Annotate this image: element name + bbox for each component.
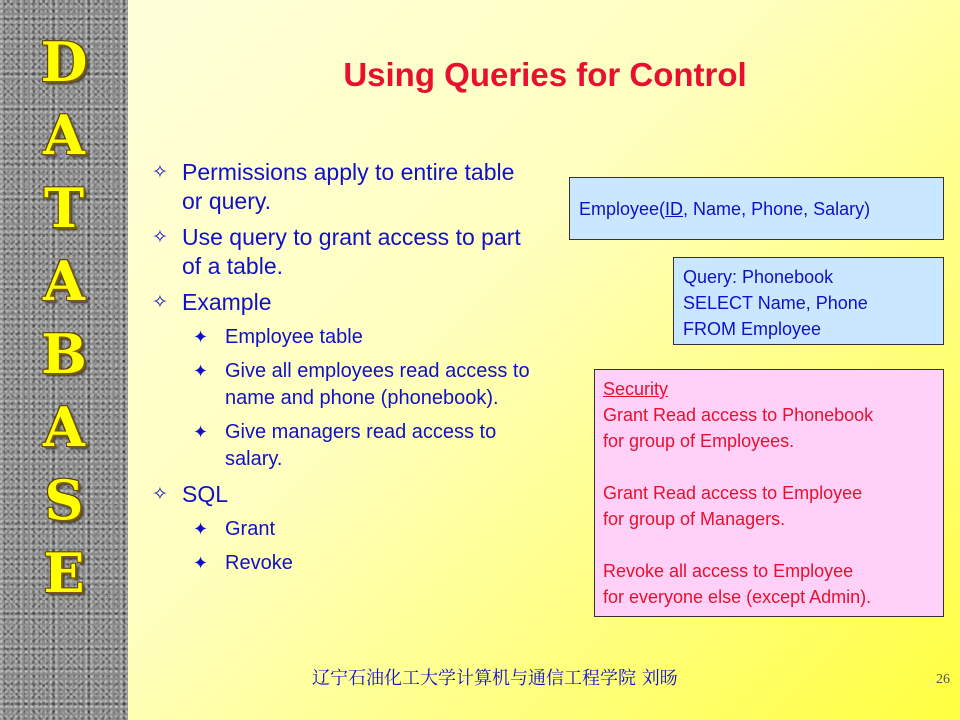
bullet-text: Use query to grant access to part of a table. (182, 224, 521, 279)
bullet-text: Permissions apply to entire table or query. (182, 159, 515, 214)
schema-prefix: Employee( (579, 199, 666, 219)
sub-bullet-item (152, 324, 537, 351)
spacer (603, 532, 943, 558)
diamond-outline-bullet-icon: ✧ (152, 227, 168, 248)
bullet-list (152, 158, 537, 584)
sub-bullet-item (152, 419, 537, 473)
star-bullet-icon: ✦ (193, 327, 209, 347)
sidebar-letter: B (41, 322, 87, 386)
page-number: 26 (936, 672, 950, 687)
sidebar-letter: E (43, 541, 85, 605)
sidebar-letter: A (43, 249, 85, 313)
bullet-item (152, 480, 537, 509)
sidebar-letter: A (43, 395, 85, 459)
bullet-item (152, 288, 537, 317)
bullet-item (152, 223, 537, 281)
security-line: Revoke all access to Employee (603, 561, 854, 581)
security-line: for everyone else (except Admin). (603, 587, 872, 607)
query-line: FROM Employee (683, 319, 822, 339)
diamond-outline-bullet-icon: ✧ (152, 162, 168, 183)
bullet-text: Example (182, 289, 272, 315)
star-bullet-icon: ✦ (193, 422, 209, 442)
primary-key: ID (665, 199, 684, 219)
security-line: Grant Read access to Employee (603, 483, 863, 503)
security-line: for group of Employees. (603, 431, 795, 451)
star-bullet-icon: ✦ (193, 519, 209, 539)
star-bullet-icon: ✦ (193, 553, 209, 573)
bullet-item (152, 158, 537, 216)
security-line: Grant Read access to Phonebook (603, 405, 874, 425)
slide-title: Using Queries for Control (343, 56, 747, 93)
bullet-text: Give all employees read access to name and phone (phonebook). (225, 360, 530, 409)
sub-bullet-item (152, 550, 537, 577)
bullet-text: Give managers read access to salary. (225, 421, 497, 470)
security-line: for group of Managers. (603, 509, 786, 529)
sidebar-letter: D (40, 30, 88, 94)
employee-schema-box (569, 177, 944, 240)
bullet-text: Revoke (225, 552, 293, 574)
sidebar-banner (0, 0, 128, 720)
schema-rest: , Name, Phone, Salary) (683, 199, 871, 219)
sidebar-letter: S (44, 468, 84, 532)
query-box (673, 257, 944, 345)
spacer (603, 454, 943, 480)
bullet-text: Employee table (225, 326, 363, 348)
diamond-outline-bullet-icon: ✧ (152, 292, 168, 313)
footer-institution: 辽宁石油化工大学计算机与通信工程学院 刘旸 (312, 668, 678, 689)
diamond-outline-bullet-icon: ✧ (152, 484, 168, 505)
star-bullet-icon: ✦ (193, 361, 209, 381)
sub-bullet-item (152, 516, 537, 543)
bullet-text: SQL (182, 481, 229, 507)
query-line: SELECT Name, Phone (683, 293, 868, 313)
security-heading: Security (603, 379, 669, 399)
bullet-text: Grant (225, 518, 276, 540)
sub-bullet-item (152, 358, 537, 412)
query-line: Query: Phonebook (683, 267, 834, 287)
sidebar-letter: A (43, 103, 85, 167)
security-box (594, 369, 944, 617)
database-letters (34, 26, 94, 610)
sidebar-letter: T (43, 176, 85, 240)
